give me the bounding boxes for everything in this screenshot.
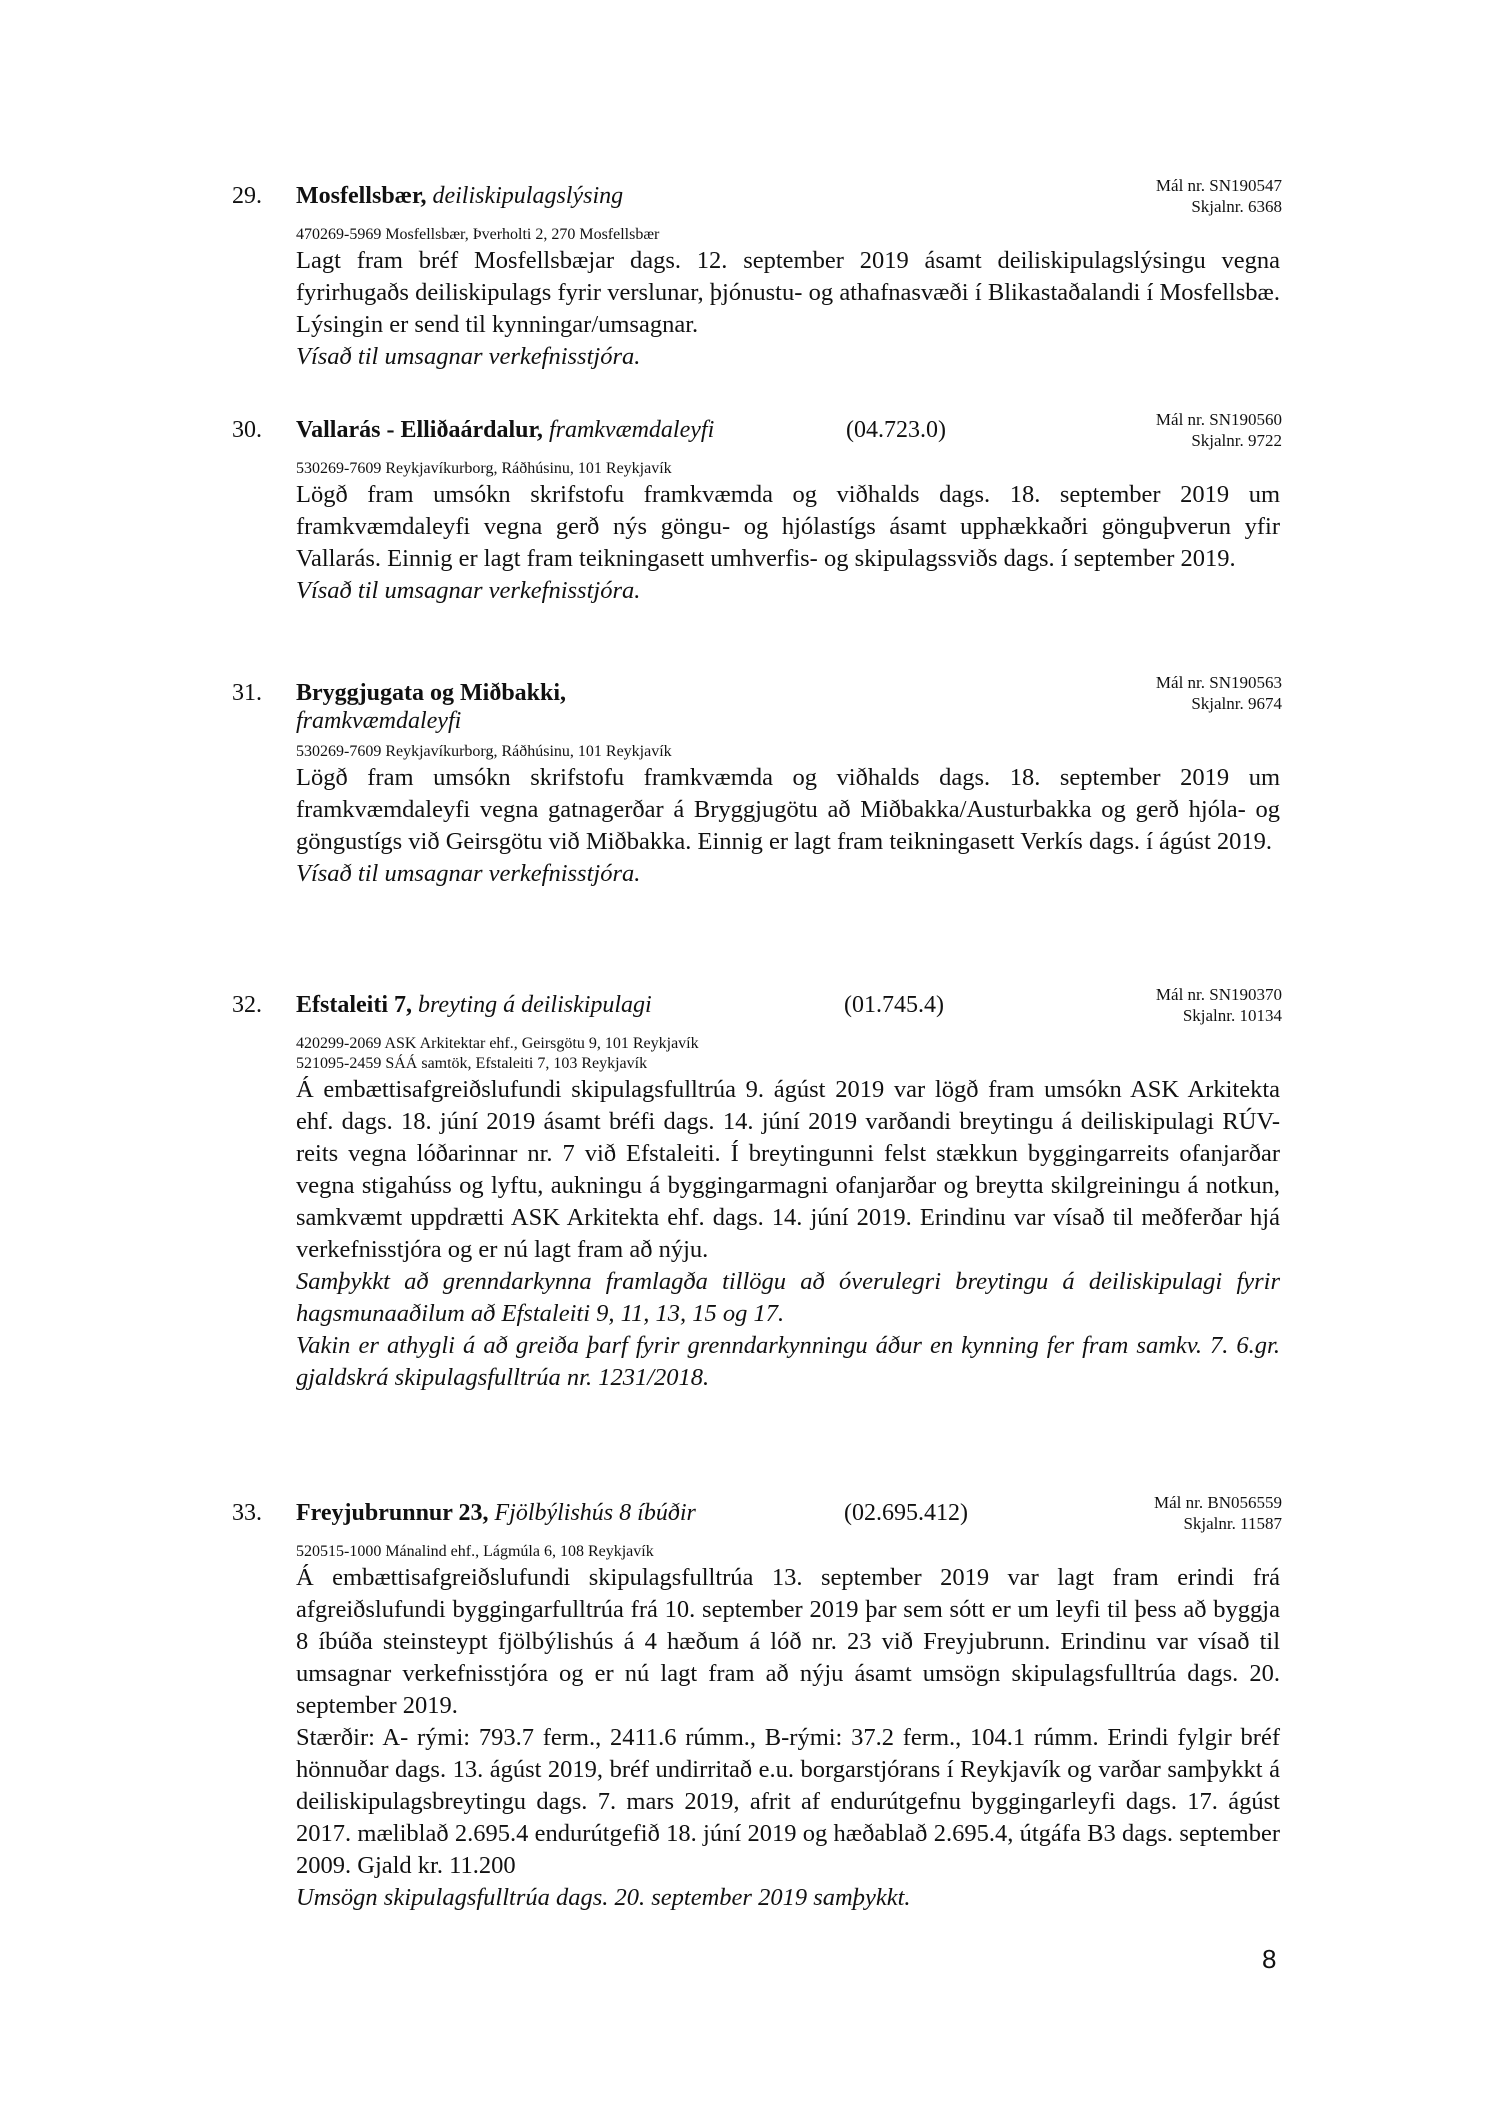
item-text: Lögð fram umsókn skrifstofu framkvæmda og viðhalds dags. 18. september 2019 um framkvæmdaleyfi vegna gerð nýs göngu- og hjólastígs ásamt upphækkaðri gönguþverun yfir Vallarás. Einnig er lagt fram teikningasett umhverfis- og skipulagssviðs dags. í september 2019.: [296, 481, 1280, 572]
item-title-line: [296, 992, 652, 1019]
item-meta: [1156, 672, 1282, 714]
item-body: [296, 1034, 1280, 1394]
applicant-address: 521095-2459 SÁÁ samtök, Efstaleiti 7, 103 Reykjavík: [296, 1055, 648, 1072]
page-number: 8: [1262, 1944, 1277, 1974]
item-text: Á embættisafgreiðslufundi skipulagsfulltrúa 13. september 2019 var lagt fram erindi frá afgreiðslufundi byggingarfulltrúa frá 10. september 2019 þar sem sótt er um leyfi til þess að byggja 8 íbúða steinsteypt fjölbýlishús á 4 hæðum á lóð nr. 23 við Freyjubrunn. Erindinu var vísað til umsagnar verkefnisstjóra og er nú lagt fram að nýju ásamt umsögn skipulagsfulltrúa dags. 20. september 2019.: [296, 1564, 1280, 1719]
item-decision: Vísað til umsagnar verkefnisstjóra.: [296, 343, 641, 370]
item-note: Vakin er athygli á að greiða þarf fyrir grenndarkynningu áður en kynning fer fram samkv. 7. 6.gr. gjaldskrá skipulagsfulltrúa nr. 1231/2018.: [296, 1332, 1280, 1391]
item-meta: [1154, 1492, 1282, 1534]
item-body: [296, 459, 1280, 607]
item-title-line: [296, 1500, 696, 1527]
item-title-line: [296, 183, 623, 210]
item-subtitle: deiliskipulagslýsing: [432, 183, 624, 209]
document-number: Skjalnr. 9674: [1191, 694, 1282, 713]
lot-number: (02.695.412): [844, 1500, 968, 1526]
item-title-line: [296, 680, 566, 707]
item-title: Mosfellsbær,: [296, 183, 427, 209]
item-body: [296, 1542, 1280, 1914]
item-title: Bryggjugata og Miðbakki,: [296, 680, 567, 706]
item-body: [296, 225, 1280, 373]
item-meta: [1156, 175, 1282, 217]
item-text: Lögð fram umsókn skrifstofu framkvæmda og viðhalds dags. 18. september 2019 um framkvæmdaleyfi vegna gatnagerðar á Bryggjugötu að Miðbakka/Austurbakka og gerð hjóla- og göngustígs við Geirsgötu við Miðbakka. Einnig er lagt fram teikningasett Verkís dags. í ágúst 2019.: [296, 764, 1280, 855]
item-number: 31.: [232, 680, 262, 706]
case-number: Mál nr. SN190560: [1155, 410, 1282, 429]
lot-number: (04.723.0): [846, 417, 946, 443]
applicant-address: 420299-2069 ASK Arkitektar ehf., Geirsgötu 9, 101 Reykjavík: [296, 1035, 699, 1052]
item-text-sizes: Stærðir: A- rými: 793.7 ferm., 2411.6 rúmm., B-rými: 37.2 ferm., 104.1 rúmm. Erindi fylgir bréf hönnuðar dags. 13. ágúst 2019, bréf undirritað e.u. borgarstjórans í Reykjavík og varðar samþykkt á deiliskipulagsbreytingu dags. 7. mars 2019, afrit af endurútgefnu byggingarleyfi dags. 17. ágúst 2017. mæliblað 2.695.4 endurútgefið 18. júní 2019 og hæðablað 2.695.4, útgáfa B3 dags. september 2009. Gjald kr. 11.200: [296, 1724, 1280, 1879]
item-decision: Vísað til umsagnar verkefnisstjóra.: [296, 860, 641, 887]
case-number: Mál nr. SN190370: [1155, 985, 1282, 1004]
item-subtitle: breyting á deiliskipulagi: [417, 992, 652, 1018]
item-body: [296, 742, 1280, 890]
item-number: 33.: [232, 1500, 262, 1526]
applicant-address: 520515-1000 Mánalind ehf., Lágmúla 6, 108 Reykjavík: [296, 1543, 654, 1560]
item-title: Vallarás - Elliðaárdalur,: [296, 417, 543, 443]
item-text: Lagt fram bréf Mosfellsbæjar dags. 12. september 2019 ásamt deiliskipulagslýsingu vegna fyrirhugaðs deiliskipulags fyrir verslunar, þjónustu- og athafnasvæði í Blikastaðalandi í Mosfellsbæ. Lýsingin er send til kynningar/umsagnar.: [296, 247, 1280, 338]
applicant-address: 530269-7609 Reykjavíkurborg, Ráðhúsinu, 101 Reykjavík: [296, 460, 672, 477]
applicant-address: 470269-5969 Mosfellsbær, Þverholti 2, 270 Mosfellsbær: [296, 226, 660, 243]
item-meta: [1156, 409, 1282, 451]
document-number: Skjalnr. 10134: [1182, 1006, 1282, 1025]
item-title-line: [296, 417, 714, 444]
item-text: Á embættisafgreiðslufundi skipulagsfulltrúa 9. ágúst 2019 var lögð fram umsókn ASK Arkitekta ehf. dags. 18. júní 2019 ásamt bréfi dags. 14. júní 2019 varðandi breytingu á deiliskipulagi RÚV-reits vegna lóðarinnar nr. 7 við Efstaleiti. Í breytingunni felst stækkun byggingarreits ofanjarðar vegna stigahúss og lyftu, aukningu á byggingarmagni ofanjarðar og breytta skilgreiningu á notkun, samkvæmt uppdrætti ASK Arkitekta ehf. dags. 14. júní 2019. Erindinu var vísað til meðferðar hjá verkefnisstjóra og er nú lagt fram að nýju.: [296, 1076, 1280, 1263]
case-number: Mál nr. SN190547: [1155, 176, 1282, 195]
lot-number: (01.745.4): [844, 992, 944, 1018]
document-number: Skjalnr. 11587: [1183, 1514, 1282, 1533]
item-subtitle: framkvæmdaleyfi: [296, 708, 462, 734]
document-number: Skjalnr. 9722: [1191, 431, 1282, 450]
item-number: 30.: [232, 417, 262, 443]
item-title: Efstaleiti 7,: [296, 992, 412, 1018]
applicant-address: 530269-7609 Reykjavíkurborg, Ráðhúsinu, 101 Reykjavík: [296, 743, 672, 760]
item-subtitle: framkvæmdaleyfi: [548, 417, 715, 443]
document-number: Skjalnr. 6368: [1191, 197, 1282, 216]
item-decision: Vísað til umsagnar verkefnisstjóra.: [296, 577, 641, 604]
case-number: Mál nr. SN190563: [1155, 673, 1282, 692]
case-number: Mál nr. BN056559: [1154, 1493, 1282, 1512]
item-title: Freyjubrunnur 23,: [296, 1500, 489, 1526]
item-meta: [1156, 984, 1282, 1026]
item-number: 32.: [232, 992, 262, 1018]
item-number: 29.: [232, 183, 262, 209]
item-decision: Umsögn skipulagsfulltrúa dags. 20. september 2019 samþykkt.: [296, 1884, 911, 1911]
item-subtitle: Fjölbýlishús 8 íbúðir: [494, 1500, 696, 1526]
item-decision: Samþykkt að grenndarkynna framlagða tillögu að óverulegri breytingu á deiliskipulagi fyrir hagsmunaaðilum að Efstaleiti 9, 11, 13, 15 og 17.: [296, 1268, 1280, 1327]
